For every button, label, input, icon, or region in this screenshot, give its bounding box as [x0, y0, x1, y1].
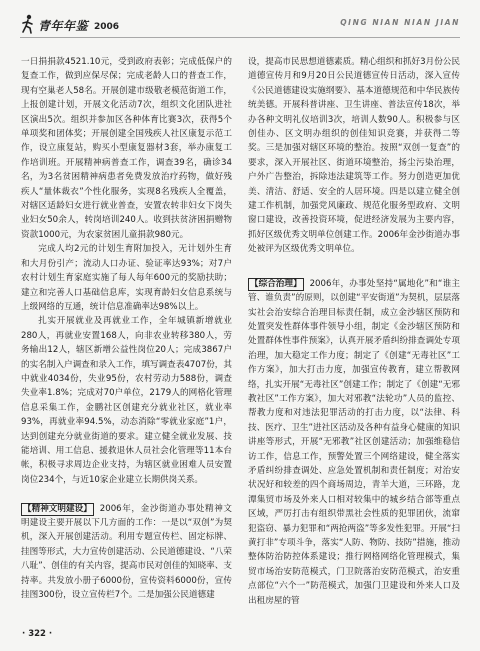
header-divider: [20, 37, 460, 38]
section-text-comprehensive-governance: 2006年，办事处坚持“属地化”和“谁主管、谁负责”的原则，以创建“平安街道”为契机，层层落实社会治安综合治理目标责任制，成立金沙辖区预防和处置突发性群体事件领导小组，制定《金沙辖区预防和处置群体性事件预案》，认真开展矛盾纠纷排查调处专项治理，加大稳定工作力度；制定了《创建“无毒社区”工作方案》，加大打击力度，加强宣传教育，建立帮教网络，扎实开展“无毒社区”创建工作；制定了《创建“无邪教社区”工作方案》，加大对邪教“法轮功”人员的监控、帮教力度和对违法犯罪活动的打击力度，以“法律、科技、医疗、卫生”进社区活动及各种有益身心健康的知识讲座等形式，开展“无邪教”社区创建活动；加强维稳信访工作，信息工作，预警处置三个网络建设，健全落实矛盾纠纷排查调处、应急处置机制和责任制度；对治安状况好和较差的四个商场周边，青羊大道，三环路，龙潭集贸市场及外来人口相对较集中的城乡结合部等重点区域，严厉打击有组织带黑社会性质的犯罪团伙，流窜犯盗窃、暴力犯罪和“两抢两盗”等多发性犯罪。开展“扫黄打非”专项斗争，落实“人防、物防、技防”措施，推动整体防治防控体系建设；推行网格网络化管理模式，集贸市场治安防范模式，门卫院落治安防范模式，治安重点部位“六个一”防范模式，加强门卫建设和外来人口及出租房屋的管: [248, 278, 460, 606]
running-header-logo: [21, 12, 119, 34]
section-comprehensive-governance: [248, 277, 460, 608]
yearbook-pinyin-title: QING NIAN NIAN JIAN: [340, 18, 460, 27]
yearbook-year: 2006: [94, 22, 120, 32]
logo-figure-icon: [21, 14, 35, 34]
left-paragraph-2: 完成人均2元的计划生育附加投入，无计划外生育和大月份引产；流动人口办证、验证率达93%；对7户农村计划生育家庭实施了每人每年600元的奖励扶助；建立和完善人口基础信息库，实现育龄妇女信息系统与上级网络的互通，统计信息准确率达98%以上。: [21, 244, 232, 312]
section-spiritual-civilization: [21, 502, 232, 603]
left-paragraph-1: 一日捐捐款4521.10元，受到政府表彰；完成低保户的复查工作，做到应保尽保；完成老龄人口的普查工作，现有空巢老人58名。开展创建市级敬老模范街道工作，上报创建计划，开展文化活动7次，组织文化团队进社区演出5次。组织并参加区各种体育比赛3次，获得5个单项奖和团体奖；开展创建全国残疾人社区康复示范工作，设立康复站，购买小型康复器材3套，举办康复工作培训班。开展精神病普查工作，调查39名，确诊34名，为3名贫困精神病患者免费发放治疗药物，做好残疾人“量体裁衣”个性化服务，实现8名残疾人全覆盖，对辖区适龄妇女进行就业普查，安置农转非妇女下岗失业妇女50余人，转岗培训240人。收到扶贫济困捐赠物资款1000元，为农家贫困儿童捐款980元。: [21, 57, 232, 240]
right-paragraph-1: 设，提高市民思想道德素质。精心组织和抓好3月份公民道德宣传月和9月20日公民道德宣传日活动，深入宣传《公民道德建设实施纲要》、基本道德规范和中华民族传统美德。开展科普讲座、卫生讲座、普法宣传18次，举办各种文明礼仪培训3次，培训人数90人。积极参与区创佳办、区文明办组织的创佳知识竞赛，并获得二等奖。三是加强对辖区环境的整治。按照“双创一复查”的要求，深入开展社区、街道环境整治，扬尘污染治理，户外广告整治，拆除违法建筑等工作。努力创造更加优美、清洁、舒适、安全的人居环境。四是以建立健全创建工作机制，加强党风廉政、规范化服务型政府、文明窗口建设，改善投资环境，促进经济发展为主要内容，抓好区级优秀文明单位创建工作。2006年金沙街道办事处被评为区级优秀文明单位。: [248, 57, 460, 255]
page-number: · 322 ·: [22, 629, 53, 639]
left-column: [21, 55, 232, 602]
right-column: [248, 55, 460, 608]
section-heading-comprehensive-governance: 【综合治理】: [250, 278, 302, 289]
section-text-spiritual-civilization: 2006年，金沙街道办事处精神文明建设主要开展以下几方面的工作：一是以“双创”为契机，深入开展创建活动。利用专题宣传栏、固定标牌、挂图等形式，大力宣传创建活动、公民道德建设、“八荣八耻”、创佳的有关内容，提高市民对创佳的知晓率、支持率。共发放小册子6000份，宣传资料6000份，宣传挂图300份，设立宣传栏7个。二是加强公民道德建: [21, 503, 232, 601]
section-heading-spiritual-civilization: 【精神文明建设】: [23, 503, 92, 514]
yearbook-title: 青年年鉴: [38, 19, 89, 33]
left-paragraph-3: 扎实开展就业及再就业工作，全年城镇新增就业280人，再就业安置168人，向非农业转移380人，劳务输出12人，辖区新增公益性岗位20人；完成3867户的实名制入户调查和录入工作，填写调查表4707份，其中就业4034份，失业95份，农村劳动力588份，调查失业率1.8%；完成对70户单位，2179人的网格化管理信息采集工作，金鹏社区创建充分就业社区，就业率93%，再就业率94.5%，动态消除“零就业家庭”1户，达到创建充分就业街道的要求。建立健全就业发展、技能培训、用工信息、援救退休人员社会化管理等11本台帐，积极寻求周边企业支持，为辖区就业困难人员安置岗位234个，与近10家企业建立长期供岗关系。: [21, 316, 232, 485]
